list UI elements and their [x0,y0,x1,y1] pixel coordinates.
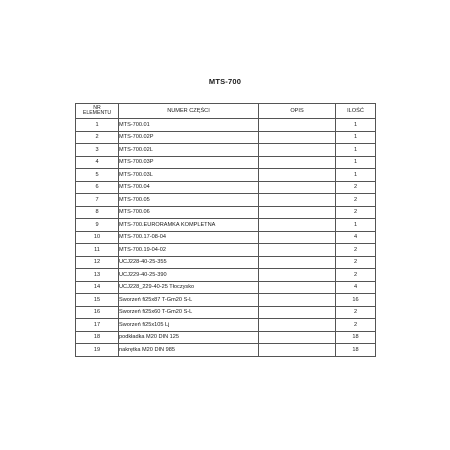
cell-nr: 1 [76,119,119,132]
table-row [76,144,376,157]
cell-numer: MTS-700.EURORAMKA KOMPLETNA [119,219,259,232]
cell-ilosc: 18 [336,344,376,357]
cell-ilosc: 2 [336,244,376,257]
cell-nr: 9 [76,219,119,232]
header-nr-line1: NR [93,104,101,111]
table-header-row [76,104,376,119]
table-row [76,156,376,169]
cell-numer: UCJ229-40-25-390 [119,269,259,282]
cell-opis [259,319,336,332]
cell-numer: MTS-700.02L [119,144,259,157]
cell-numer: MTS-700.01 [119,119,259,132]
cell-ilosc: 4 [336,231,376,244]
cell-nr: 6 [76,181,119,194]
cell-numer: nakrętka M20 DIN 985 [119,344,259,357]
cell-nr: 18 [76,331,119,344]
header-ilosc: ILOŚĆ [336,104,376,119]
cell-opis [259,269,336,282]
table-row [76,231,376,244]
cell-ilosc: 2 [336,319,376,332]
header-opis: OPIS [259,104,336,119]
table-row [76,281,376,294]
cell-ilosc: 2 [336,194,376,207]
table-row [76,181,376,194]
cell-opis [259,281,336,294]
cell-numer: MTS-700.19-04-02 [119,244,259,257]
cell-opis [259,169,336,182]
cell-ilosc: 2 [336,269,376,282]
cell-opis [259,181,336,194]
cell-numer: Sworzeń fi25x87 T-Gm20 S-L [119,294,259,307]
cell-opis [259,244,336,257]
cell-opis [259,194,336,207]
cell-ilosc: 2 [336,306,376,319]
cell-nr: 5 [76,169,119,182]
cell-numer: Sworzeń fi25x105 Lj [119,319,259,332]
table-row [76,219,376,232]
cell-ilosc: 1 [336,131,376,144]
cell-nr: 2 [76,131,119,144]
parts-table [75,103,376,357]
header-numer-czesci: NUMER CZĘŚCI [119,104,259,119]
cell-numer: MTS-700.02P [119,131,259,144]
cell-numer: MTS-700.03P [119,156,259,169]
table-row [76,256,376,269]
cell-nr: 14 [76,281,119,294]
cell-opis [259,344,336,357]
cell-nr: 13 [76,269,119,282]
cell-ilosc: 1 [336,119,376,132]
cell-opis [259,294,336,307]
table-row [76,344,376,357]
cell-ilosc: 18 [336,331,376,344]
table-row [76,244,376,257]
cell-numer: MTS-700.06 [119,206,259,219]
cell-opis [259,206,336,219]
cell-ilosc: 2 [336,181,376,194]
table-row [76,169,376,182]
table-row [76,294,376,307]
table-row [76,131,376,144]
cell-nr: 12 [76,256,119,269]
cell-nr: 19 [76,344,119,357]
header-nr-line2: ELEMENTU [82,110,112,116]
cell-ilosc: 1 [336,219,376,232]
cell-numer: MTS-700.05 [119,194,259,207]
table-body [76,119,376,357]
cell-nr: 4 [76,156,119,169]
document-title: MTS-700 [208,77,242,86]
cell-ilosc: 2 [336,206,376,219]
cell-opis [259,219,336,232]
cell-ilosc: 4 [336,281,376,294]
table-row [76,331,376,344]
table-row [76,119,376,132]
cell-opis [259,144,336,157]
cell-opis [259,256,336,269]
cell-opis [259,331,336,344]
table-row [76,319,376,332]
cell-numer: UCJ228_229-40-25 Tłoczysko [119,281,259,294]
cell-nr: 17 [76,319,119,332]
cell-numer: Sworzeń fi25x60 T-Gm20 S-L [119,306,259,319]
cell-ilosc: 1 [336,169,376,182]
cell-numer: MTS-700.17-08-04 [119,231,259,244]
table-row [76,306,376,319]
cell-nr: 8 [76,206,119,219]
cell-numer: MTS-700.04 [119,181,259,194]
cell-opis [259,306,336,319]
cell-opis [259,131,336,144]
cell-opis [259,231,336,244]
cell-opis [259,156,336,169]
cell-numer: UCJ228-40-25-355 [119,256,259,269]
table-row [76,206,376,219]
cell-nr: 16 [76,306,119,319]
cell-nr: 7 [76,194,119,207]
cell-nr: 3 [76,144,119,157]
cell-ilosc: 2 [336,256,376,269]
cell-numer: MTS-700.03L [119,169,259,182]
cell-nr: 10 [76,231,119,244]
cell-ilosc: 1 [336,156,376,169]
table-row [76,269,376,282]
cell-numer: podkładka M20 DIN 125 [119,331,259,344]
header-nr-elementu [76,104,119,119]
cell-nr: 15 [76,294,119,307]
cell-nr: 11 [76,244,119,257]
cell-opis [259,119,336,132]
cell-ilosc: 16 [336,294,376,307]
table-row [76,194,376,207]
cell-ilosc: 1 [336,144,376,157]
